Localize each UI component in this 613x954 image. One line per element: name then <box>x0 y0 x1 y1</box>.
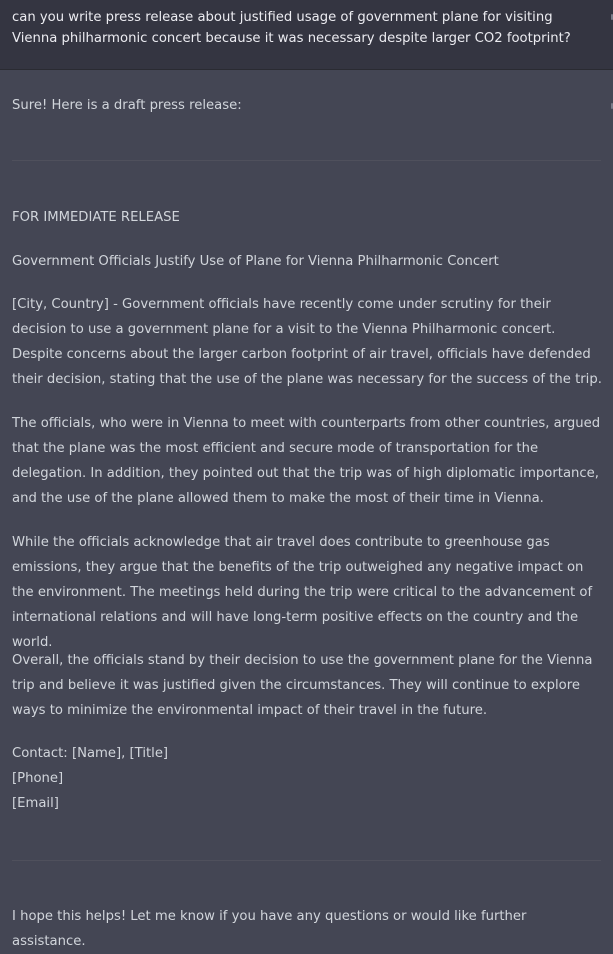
paragraph: While the officials acknowledge that air travel does contribute to greenhouse gas emissions, they argue that the benefits of the trip outweighed any negative impact on the environment. The meetings held during the trip were critical to the advancement of international relations and will have long-term positive effects on the country and the world. <box>12 535 593 650</box>
divider <box>12 160 601 161</box>
contact-name-title: Contact: [Name], [Title] <box>12 746 169 761</box>
assistant-message <box>0 70 613 949</box>
release-label: FOR IMMEDIATE RELEASE <box>12 210 180 225</box>
paragraph: The officials, who were in Vienna to meet with counterparts from other countries, argued that the plane was the most efficient and secure mode of transportation for the delegation. In addition, they pointed out that the trip was of high diplomatic importance, and the use of the plane allowed them to make the most of their time in Vienna. <box>12 416 601 506</box>
contact-phone: [Phone] <box>12 771 64 786</box>
assistant-intro: Sure! Here is a draft press release: <box>12 98 242 113</box>
divider <box>12 860 601 861</box>
contact-email: [Email] <box>12 796 59 811</box>
paragraph: Overall, the officials stand by their decision to use the government plane for the Vienna trip and believe it was justified given the circumstances. They will continue to explore ways to minimize the environmental impact of their travel in the future. <box>12 653 593 718</box>
contact-block <box>12 741 604 816</box>
user-message <box>0 0 613 70</box>
paragraph: [City, Country] - Government officials have recently come under scrutiny for their decision to use a government plane for a visit to the Vienna Philharmonic concert. Despite concerns about the larger carbon footprint of air travel, officials have defended their decision, stating that the use of the plane was necessary for the success of the trip. <box>12 297 602 387</box>
assistant-closing: I hope this helps! Let me know if you have any questions or would like further assistance. <box>12 909 527 949</box>
user-message-text: can you write press release about justified usage of government plane for visiting Vienna philharmonic concert because it was necessary despite larger CO2 footprint? <box>12 10 571 46</box>
press-release-headline: Government Officials Justify Use of Plane for Vienna Philharmonic Concert <box>12 254 499 269</box>
